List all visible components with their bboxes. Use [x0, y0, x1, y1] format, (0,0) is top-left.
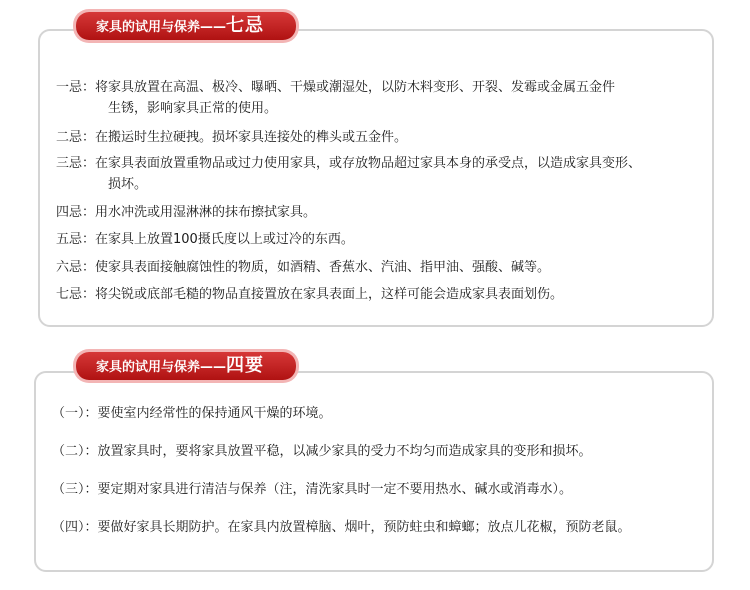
taboo-text: 将家具放置在高温、极冷、曝晒、干燥或潮湿处，以防木料变形、开裂、发霉或金属五金件 [95, 80, 616, 95]
must-item-1 [52, 404, 332, 424]
must-text: 放置家具时，要将家具放置平稳，以减少家具的受力不均匀而造成家具的变形和损坏。 [97, 444, 592, 459]
taboos-title-main: 七忌 [226, 15, 265, 36]
taboo-text: 在家具表面放置重物品或过力使用家具，或存放物品超过家具本身的承受点，以造成家具变形、 [95, 156, 642, 171]
must-text: 要使室内经常性的保持通风干燥的环境。 [97, 406, 332, 421]
taboo-label: 二忌： [56, 130, 96, 145]
taboo-text: 在搬运时生拉硬拽。损坏家具连接处的榫头或五金件。 [95, 130, 408, 145]
must-item-3 [52, 480, 572, 500]
must-label: （二）： [52, 444, 98, 459]
taboo-item-2 [56, 128, 407, 148]
taboo-label: 四忌： [56, 205, 96, 220]
musts-panel [34, 371, 714, 572]
musts-title-prefix: 家具的试用与保养—— [96, 360, 227, 375]
must-text: 要做好家具长期防护。在家具内放置樟脑、烟叶，预防蛀虫和蟑螂；放点儿花椒，预防老鼠。 [97, 520, 631, 535]
taboos-title-prefix: 家具的试用与保养—— [96, 20, 227, 35]
taboo-item-7 [56, 285, 563, 305]
taboo-text: 在家具上放置100摄氏度以上或过冷的东西。 [95, 232, 354, 247]
taboo-item-1-continuation: 生锈，影响家具正常的使用。 [108, 101, 278, 116]
taboo-item-3-continuation: 损坏。 [108, 177, 148, 192]
must-item-4 [52, 518, 631, 538]
musts-title-tab [76, 352, 296, 380]
musts-title-main: 四要 [226, 355, 265, 376]
taboo-label: 七忌： [56, 287, 96, 302]
taboo-item-4 [56, 203, 316, 223]
taboo-text: 使家具表面接触腐蚀性的物质，如酒精、香蕉水、汽油、指甲油、强酸、碱等。 [95, 260, 551, 275]
must-label: （三）： [52, 482, 98, 497]
must-text: 要定期对家具进行清洁与保养（注，清洗家具时一定不要用热水、碱水或消毒水）。 [97, 482, 573, 497]
taboo-label: 一忌： [56, 80, 96, 95]
must-label: （一）： [52, 406, 98, 421]
taboo-item-5 [56, 230, 354, 250]
must-item-2 [52, 442, 592, 462]
taboo-item-1 [56, 78, 615, 98]
taboos-title-tab [76, 12, 296, 40]
taboo-item-3 [56, 154, 641, 174]
taboo-label: 五忌： [56, 232, 96, 247]
taboo-item-6 [56, 258, 550, 278]
must-label: （四）： [52, 520, 98, 535]
taboo-label: 六忌： [56, 260, 96, 275]
taboo-text: 将尖锐或底部毛糙的物品直接置放在家具表面上，这样可能会造成家具表面划伤。 [95, 287, 564, 302]
taboo-label: 三忌： [56, 156, 96, 171]
taboo-text: 用水冲洗或用湿淋淋的抹布擦拭家具。 [95, 205, 317, 220]
